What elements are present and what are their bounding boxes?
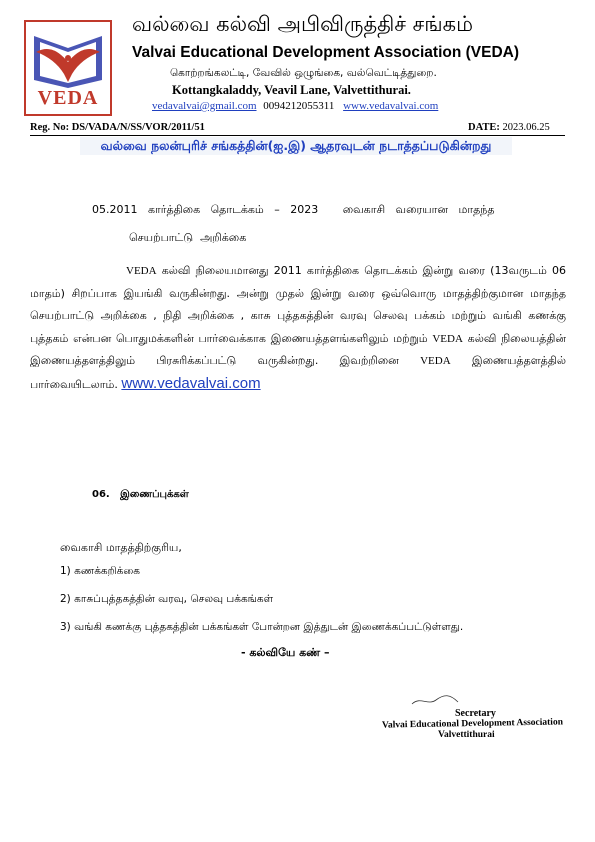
paragraph-text-1: கல்வி நிலையமானது 2011 கார்த்திகை தொடக்கம் இன்று வரை (13வருடம் 06 மாதம்) சிறப்பாக இயங்கி வருகின்றது. அன்று முதல் இன்று வரை ஒவ்வொரு மாதத்திற்குமான மாதந்த செயற்பாட்டு அறிக்கை , நிதி அறிக்கை , காசு புத்தகத்தின் வரவு செலவு பக்கம் மற்றும் வங்கி கணக்கு புத்தகம் என்பன பொதுமக்களின் பார்வைக்காக இணையத்தளங்களிலும் மற்றும்: [30, 264, 566, 345]
date-line: [468, 122, 550, 133]
support-banner: வல்வை நலன்புரிச் சங்கத்தின்(ஐ.இ) ஆதரவுடன் நடாத்தப்படுகின்றது: [80, 137, 512, 155]
attachment-item: 3) வங்கி கணக்கு புத்தகத்தின் பக்கங்கள் போன்றன இத்துடன் இணைக்கப்பட்டுள்ளது.: [60, 621, 464, 633]
date-label: DATE:: [468, 122, 500, 133]
signature-mark: [410, 690, 510, 710]
signatory-place: Valvettithurai: [438, 730, 495, 740]
email-link[interactable]: vedavalvai@gmail.com: [152, 100, 257, 112]
signatory-title: Secretary: [455, 708, 496, 719]
veda-logo: [24, 20, 112, 116]
address-english: Kottangkaladdy, Veavil Lane, Valvettithurai.: [172, 83, 411, 97]
veda-text: VEDA: [420, 355, 451, 368]
address-tamil: கொற்றங்கலட்டி, வேவில் ஒழுங்கை, வல்வெட்டித்துறை.: [170, 67, 437, 79]
report-title-line2: செயற்பாட்டு அறிக்கை: [129, 231, 247, 244]
logo-text: VEDA: [37, 87, 99, 109]
org-name-tamil: வல்வை கல்வி அபிவிருத்திச் சங்கம்: [132, 12, 473, 36]
attachments-intro: வைகாசி மாதத்திற்குரிய,: [60, 541, 182, 554]
signatory-organization: Valvai Educational Development Association: [381, 717, 564, 731]
website-link-body[interactable]: www.vedavalvai.com: [121, 374, 261, 392]
paragraph-text-2: கல்வி நிலையத்தின் இணையத்தளத்திலும் பிரசுரிக்கப்பட்டு வருகின்றது. இவற்றினை: [30, 331, 566, 368]
date-value: 2023.06.25: [502, 122, 550, 133]
header-divider: [30, 135, 565, 136]
closing-motto: - கல்வியே கண் –: [241, 646, 330, 659]
org-name-english: Valvai Educational Development Association (VEDA): [132, 44, 520, 61]
report-paragraph: [30, 260, 566, 397]
paragraph-text-3: இணையத்தளத்தில் பார்வையிடலாம்.: [30, 354, 566, 391]
registration-number: Reg. No: DS/VADA/N/SS/VOR/2011/51: [30, 122, 205, 133]
attachments-heading: 06. இணைப்புக்கள்: [92, 489, 189, 500]
website-link[interactable]: www.vedavalvai.com: [343, 100, 439, 112]
contact-line: [152, 100, 438, 112]
attachment-item: 1) கணக்கறிக்கை: [60, 565, 141, 577]
veda-text: VEDA: [126, 265, 157, 277]
veda-text: VEDA: [432, 332, 463, 345]
phone-number: 0094212055311: [263, 100, 335, 112]
book-bird-icon: [26, 22, 110, 92]
report-title-line1: 05.2011 கார்த்திகை தொடக்கம் – 2023 வைகாசி வரையான மாதந்த: [92, 203, 495, 216]
attachment-item: 2) காசுப்புத்தகத்தின் வரவு, செலவு பக்கங்கள்: [60, 593, 274, 605]
